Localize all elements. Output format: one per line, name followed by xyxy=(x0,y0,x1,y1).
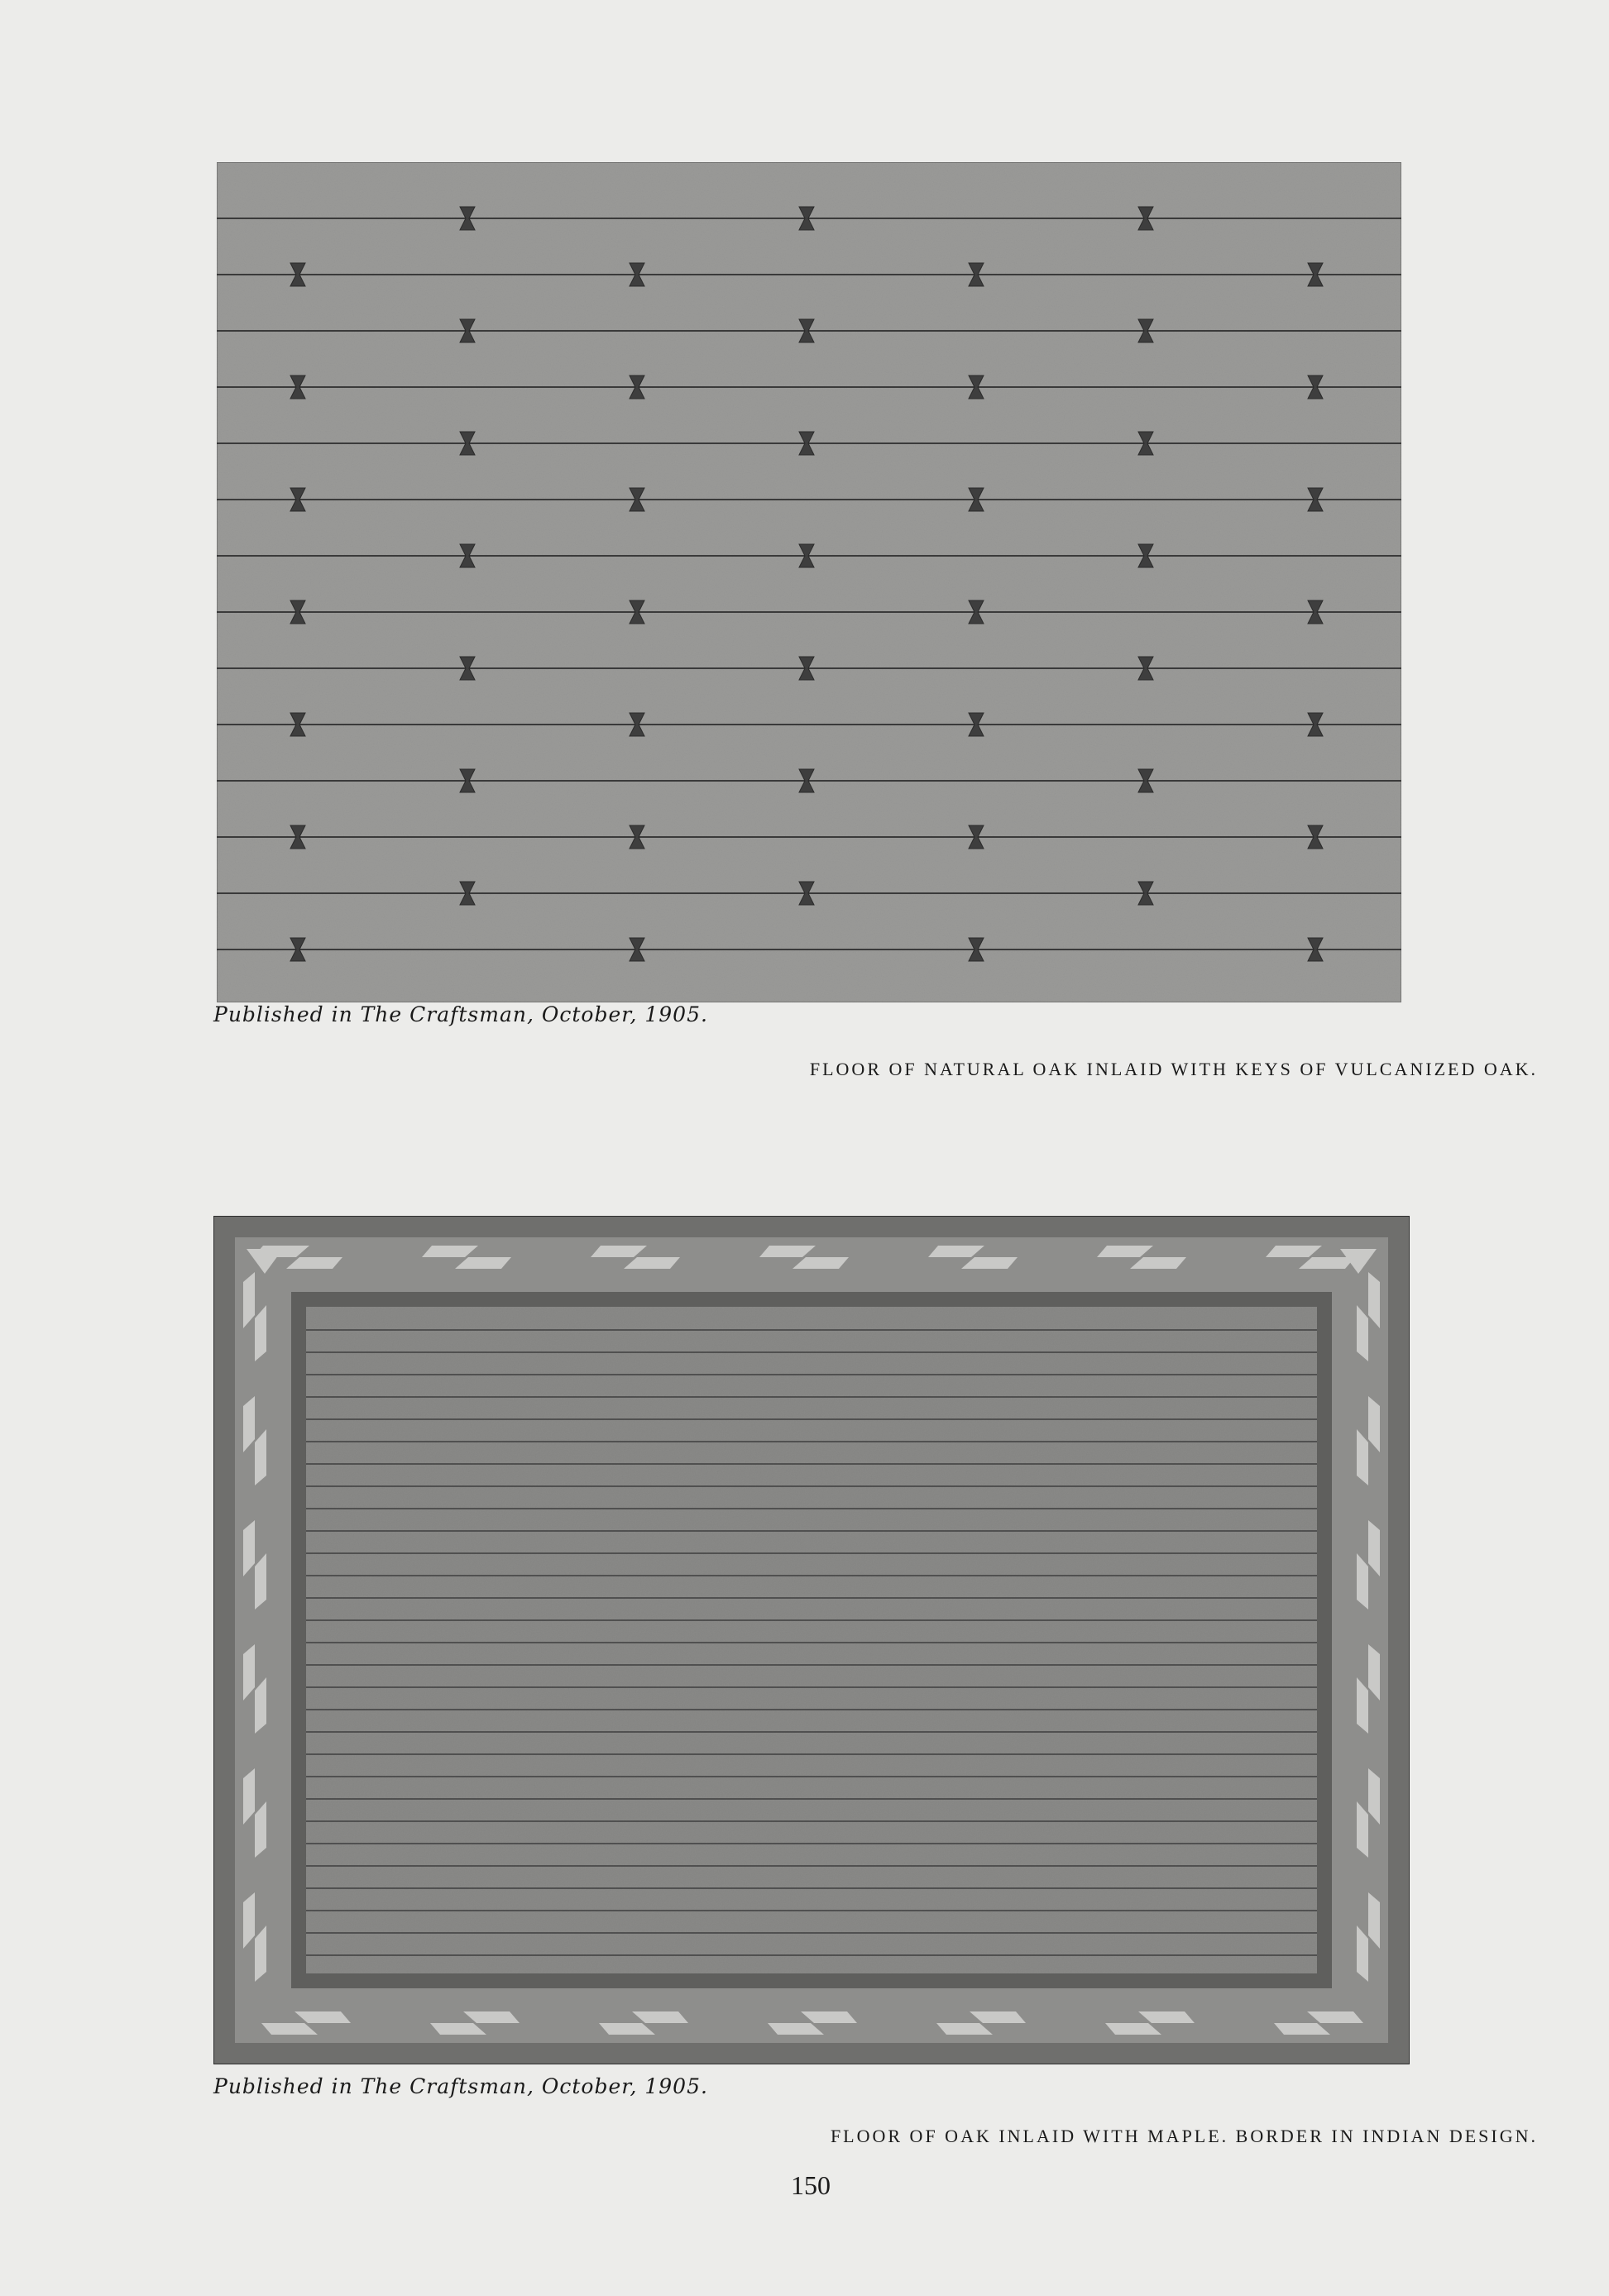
publication-credit: Published in The Craftsman, October, 1905. xyxy=(213,2074,708,2098)
publication-credit: Published in The Craftsman, October, 1905. xyxy=(213,1002,708,1026)
oak-maple-floor-illustration xyxy=(213,1216,1410,2064)
figure-caption: FLOOR OF NATURAL OAK INLAID WITH KEYS OF VULCANIZED OAK. xyxy=(809,1059,1538,1079)
oak-floor-keys-illustration xyxy=(217,162,1401,1002)
figure-caption: FLOOR OF OAK INLAID WITH MAPLE. BORDER IN INDIAN DESIGN. xyxy=(830,2126,1538,2146)
page-number: 150 xyxy=(791,2170,831,2200)
